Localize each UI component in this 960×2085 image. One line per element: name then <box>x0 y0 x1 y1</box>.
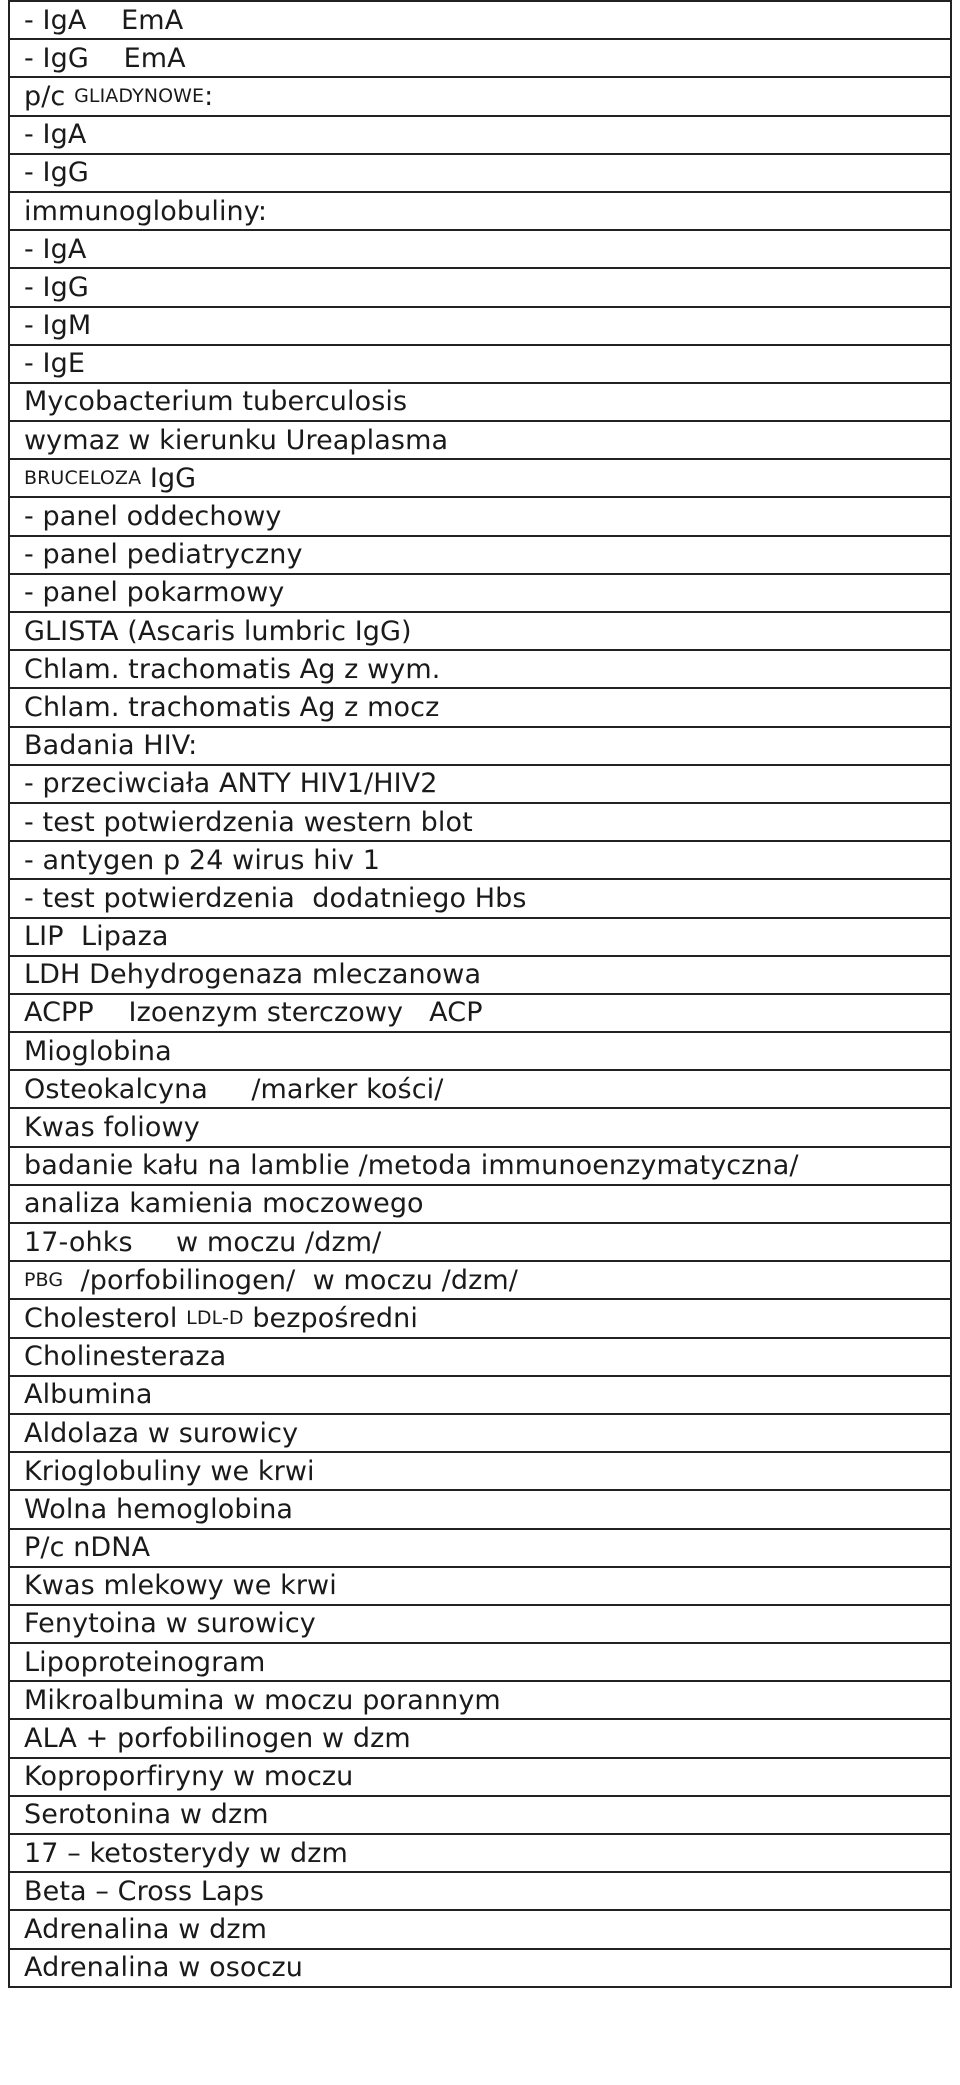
row-text: - test potwierdzenia western blot <box>24 806 473 838</box>
row-text: Cholesterol <box>24 1302 187 1334</box>
row-text: - IgA <box>24 119 87 151</box>
row-text: 17 – ketosterydy w dzm <box>24 1837 348 1869</box>
row-text: GLIADYNOWE <box>74 85 205 108</box>
table-row <box>10 384 950 422</box>
table-row <box>10 1606 950 1644</box>
table-row <box>10 1530 950 1568</box>
row-text: Krioglobuliny we krwi <box>24 1455 315 1487</box>
table-row <box>10 1377 950 1415</box>
table-row <box>10 498 950 536</box>
row-text: Beta – Cross Laps <box>24 1875 265 1907</box>
row-text: Adrenalina w osoczu <box>24 1952 303 1984</box>
row-text: Adrenalina w dzm <box>24 1913 268 1945</box>
row-text: Koproporfiryny w moczu <box>24 1761 354 1793</box>
row-text: Osteokalcyna /marker kości/ <box>24 1073 444 1105</box>
table-row <box>10 1682 950 1720</box>
row-text: - IgM <box>24 310 92 342</box>
table-row <box>10 1759 950 1797</box>
row-text: - test potwierdzenia dodatniego Hbs <box>24 882 527 914</box>
row-text: - IgA <box>24 233 87 265</box>
row-text: Kwas mlekowy we krwi <box>24 1570 337 1602</box>
table-row <box>10 117 950 155</box>
row-text: wymaz w kierunku Ureaplasma <box>24 424 449 456</box>
table-row <box>10 919 950 957</box>
table-row <box>10 1148 950 1186</box>
row-text: P/c nDNA <box>24 1532 151 1564</box>
row-text: Chlam. trachomatis Ag z wym. <box>24 653 441 685</box>
table-row <box>10 804 950 842</box>
table-row <box>10 2 950 40</box>
row-text: - IgA EmA <box>24 4 184 36</box>
row-text: badanie kału na lamblie /metoda immunoenzymatyczna/ <box>24 1150 799 1182</box>
row-text: Kwas foliowy <box>24 1112 200 1144</box>
table-row <box>10 995 950 1033</box>
table-row <box>10 1224 950 1262</box>
row-text: 17-ohks w moczu /dzm/ <box>24 1226 382 1258</box>
row-text: ACPP Izoenzym sterczowy ACP <box>24 997 483 1029</box>
row-text: - IgG <box>24 157 89 189</box>
row-text: p/c <box>24 80 75 112</box>
row-text: : <box>204 80 214 112</box>
row-text: Mioglobina <box>24 1035 172 1067</box>
row-text: Mycobacterium tuberculosis <box>24 386 408 418</box>
table-row <box>10 346 950 384</box>
table-row <box>10 766 950 804</box>
row-text: LIP Lipaza <box>24 921 169 953</box>
table-row <box>10 1186 950 1224</box>
table-row <box>10 957 950 995</box>
row-text: - IgG <box>24 271 89 303</box>
table-row <box>10 1950 950 1988</box>
table-row <box>10 842 950 880</box>
row-text: Albumina <box>24 1379 153 1411</box>
table-row <box>10 613 950 651</box>
table-row <box>10 1797 950 1835</box>
table-row <box>10 728 950 766</box>
table-row <box>10 231 950 269</box>
row-text: Mikroalbumina w moczu porannym <box>24 1684 501 1716</box>
table-row <box>10 1109 950 1147</box>
table-row <box>10 1339 950 1377</box>
table-row <box>10 1873 950 1911</box>
row-text: /porfobilinogen/ w moczu /dzm/ <box>63 1264 518 1296</box>
row-text: LDL-D <box>186 1307 244 1330</box>
row-text: analiza kamienia moczowego <box>24 1188 424 1220</box>
row-text: - panel pokarmowy <box>24 577 285 609</box>
table-row <box>10 1262 950 1300</box>
row-text: Serotonina w dzm <box>24 1799 269 1831</box>
row-text: GLISTA (Ascaris lumbric IgG) <box>24 615 412 647</box>
row-text: Badania HIV: <box>24 730 198 762</box>
table-row <box>10 1720 950 1758</box>
row-text: PBG <box>24 1269 64 1292</box>
table-row <box>10 422 950 460</box>
row-text: Chlam. trachomatis Ag z mocz <box>24 691 440 723</box>
table-row <box>10 460 950 498</box>
row-text: Aldolaza w surowicy <box>24 1417 299 1449</box>
table-row <box>10 651 950 689</box>
table-row <box>10 1415 950 1453</box>
table-row <box>10 1911 950 1949</box>
table-row <box>10 537 950 575</box>
row-text: Fenytoina w surowicy <box>24 1608 316 1640</box>
table-row <box>10 1033 950 1071</box>
row-text: - antygen p 24 wirus hiv 1 <box>24 844 381 876</box>
table-row <box>10 575 950 613</box>
test-list-table <box>8 0 952 1988</box>
row-text: - IgG EmA <box>24 42 186 74</box>
table-row <box>10 689 950 727</box>
table-row <box>10 308 950 346</box>
row-text: bezpośredni <box>243 1302 418 1334</box>
table-row <box>10 78 950 116</box>
row-text: Lipoproteinogram <box>24 1646 266 1678</box>
row-text: - przeciwciała ANTY HIV1/HIV2 <box>24 768 438 800</box>
row-text: - panel oddechowy <box>24 501 282 533</box>
row-text: - panel pediatryczny <box>24 539 303 571</box>
table-row <box>10 1644 950 1682</box>
table-row <box>10 1568 950 1606</box>
row-text: Wolna hemoglobina <box>24 1493 294 1525</box>
row-text: LDH Dehydrogenaza mleczanowa <box>24 959 482 991</box>
table-row <box>10 193 950 231</box>
row-text: IgG <box>141 462 197 494</box>
table-row <box>10 1453 950 1491</box>
row-text: Cholinesteraza <box>24 1341 227 1373</box>
table-row <box>10 269 950 307</box>
row-text: ALA + porfobilinogen w dzm <box>24 1723 411 1755</box>
table-row <box>10 1300 950 1338</box>
row-text: immunoglobuliny: <box>24 195 268 227</box>
table-row <box>10 1491 950 1529</box>
row-text: BRUCELOZA <box>24 467 142 490</box>
table-row <box>10 1835 950 1873</box>
row-text: - IgE <box>24 348 85 380</box>
table-row <box>10 40 950 78</box>
table-row <box>10 155 950 193</box>
table-row <box>10 880 950 918</box>
table-row <box>10 1071 950 1109</box>
